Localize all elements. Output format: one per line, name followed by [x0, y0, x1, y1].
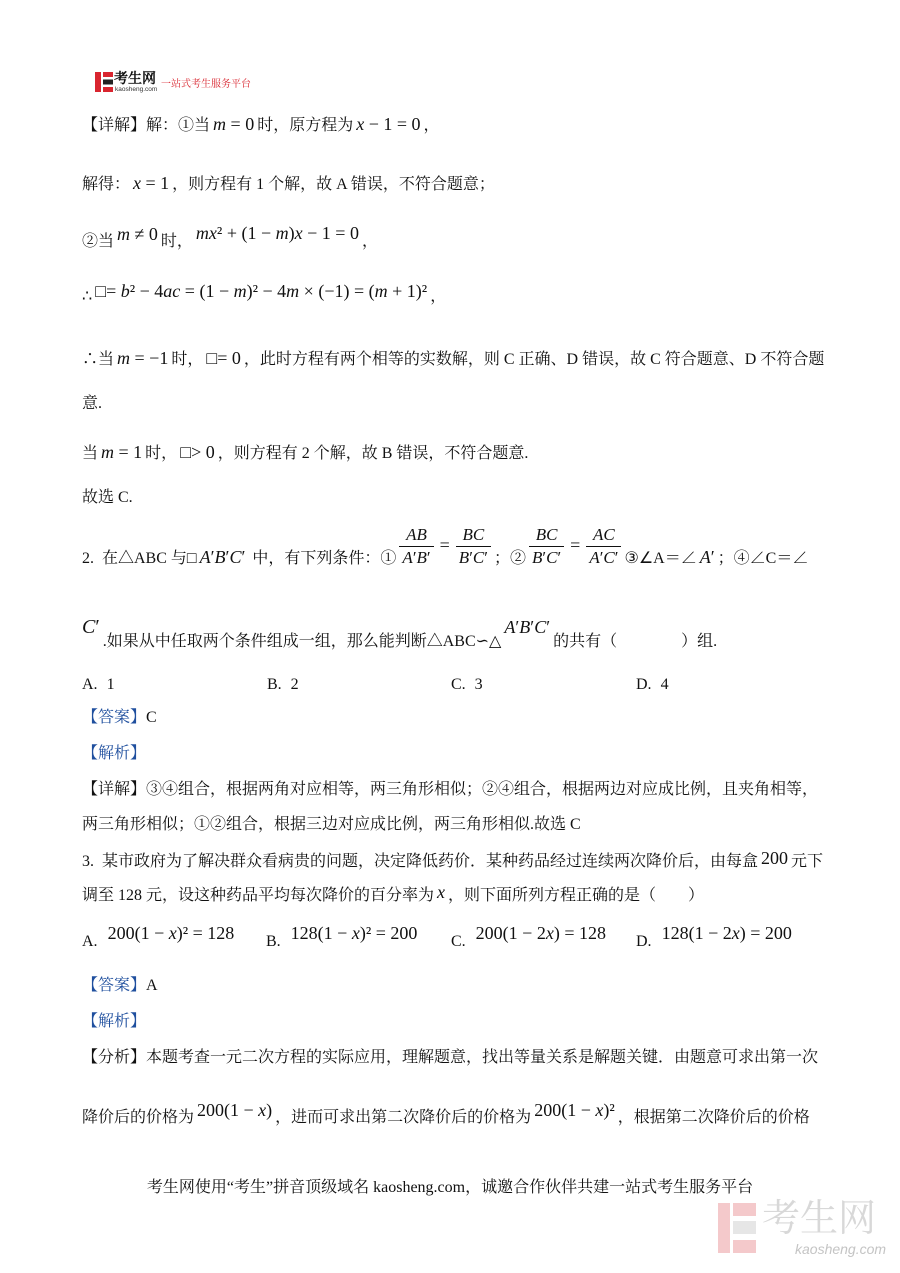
fraction-numerator [586, 524, 621, 547]
question-3-explanation-line-2 [82, 1100, 810, 1130]
question-3-options [82, 923, 822, 952]
math-expression: m ≠ 0 [117, 224, 158, 244]
fraction-denominator: B′C′ [531, 548, 562, 567]
explanation-label: 【分析】 [82, 1049, 147, 1066]
solution-text: 时， [145, 445, 178, 462]
math-expression: A′B′C′ [199, 547, 246, 567]
math-expression: A′ [699, 547, 715, 567]
question-2-answer [82, 706, 157, 730]
math-variable: A [593, 525, 604, 544]
answer-label: 【答案】 [82, 977, 147, 994]
math-expression: □> 0 [180, 442, 215, 462]
analysis-label: 【解析】 [82, 1013, 147, 1030]
math-variable: x [595, 1100, 604, 1120]
logo-domain: kaosheng.com [115, 86, 158, 93]
option-value: 4 [660, 676, 669, 693]
math-variable: m [195, 223, 209, 243]
option-letter: C. [451, 676, 466, 693]
math-variable: B [458, 548, 470, 567]
solution-text: ， [361, 233, 378, 250]
answer-value: C [146, 709, 157, 726]
question-number: 3. [82, 853, 94, 870]
answer-label: 【答案】 [82, 709, 147, 726]
option-letter: D. [636, 676, 652, 693]
question-2-detail-line-2 [82, 813, 581, 837]
math-variable: C [472, 548, 485, 567]
condition-1-right-fraction [456, 524, 491, 569]
option-value: 2 [290, 676, 299, 693]
fraction-numerator [456, 524, 491, 547]
math-variable: B [519, 617, 531, 637]
explanation-text: ，进而可求出第二次降价后的价格为 [275, 1109, 532, 1126]
option-equation: 128(1 − 2x) = 200 [661, 923, 792, 943]
math-variable: C [229, 547, 242, 567]
math-variable: x [545, 923, 554, 943]
solution-text: ，此时方程有两个相等的实数解，则 C 正确、D 错误，故 C 符合题意、D 不符合题 [243, 351, 825, 368]
header-slogan: 一站式考生服务平台 [161, 79, 251, 90]
brand-logo [95, 71, 159, 95]
math-variable: m [117, 224, 131, 244]
solution-text: ，则方程有 1 个解，故 A 错误，不符合题意； [172, 176, 495, 193]
solution-text: ，则方程有 2 个解，故 B 错误，不符合题意. [217, 445, 529, 462]
option-letter: A. [82, 676, 98, 693]
stem-text: 中，有下列条件：① [248, 550, 397, 567]
math-number: 200 [761, 848, 789, 868]
fraction-denominator: B′C′ [458, 548, 488, 567]
solution-line-2 [82, 171, 495, 197]
option-value: 3 [474, 676, 483, 693]
logo-text: 考生网 [114, 70, 156, 86]
option-a [82, 673, 115, 697]
option-equation: 200(1 − x)² = 128 [107, 923, 235, 943]
math-variable: B [535, 525, 547, 544]
question-3-stem-line-2 [82, 882, 704, 908]
watermark-logo [718, 1198, 887, 1257]
math-variable: A [402, 548, 413, 567]
solution-text: ②当 [82, 233, 115, 250]
fraction-numerator [399, 524, 433, 547]
detail-text: 两三角形相似；①②组合，根据三边对应成比例，两三角形相似.故选 C [82, 816, 581, 833]
option-d [636, 923, 795, 954]
math-variable: m [286, 281, 300, 301]
solution-line-1 [82, 112, 440, 138]
solution-line-7 [82, 440, 528, 466]
math-variable: m [374, 281, 388, 301]
math-variable: x [356, 114, 365, 134]
solution-text: 解得： [82, 176, 131, 193]
option-b [266, 923, 420, 954]
discriminant-equation: □= b² − 4ac = (1 − m)² − 4m × (−1) = (m + 1)² [95, 281, 428, 301]
condition-1-left-fraction [399, 524, 433, 569]
kaosheng-logo-icon [95, 72, 113, 92]
stem-text: 调至 128 元，设这种药品平均每次降价的百分率为 [82, 887, 435, 904]
solution-text: 意. [82, 395, 103, 412]
condition-2-left-fraction [529, 524, 564, 569]
stem-text: ；④∠C＝∠ [717, 550, 809, 567]
page-footer: 考生网使用“考生”拼音顶级域名 kaosheng.com，诚邀合作伙伴共建一站式考生服务平台 [146, 1179, 754, 1196]
math-variable: c [172, 281, 181, 301]
math-variable: b [120, 281, 130, 301]
solution-text: 故选 C. [82, 489, 133, 506]
math-expression: A′B′C′ [504, 617, 551, 637]
math-variable: x [294, 223, 303, 243]
watermark-domain: kaosheng.com [795, 1241, 887, 1257]
math-expression: 200(1 − x) [197, 1100, 273, 1120]
math-variable: B [416, 525, 427, 544]
answer-value: A [146, 977, 158, 994]
option-letter: D. [636, 933, 652, 950]
math-variable: A [406, 525, 417, 544]
solution-text: 当 [82, 445, 99, 462]
equals-sign: = [439, 535, 450, 555]
solution-text: ， [430, 288, 447, 305]
question-2-stem-line-2 [82, 616, 718, 654]
math-variable: m [275, 223, 289, 243]
math-expression: 200(1 − x)² [534, 1100, 615, 1120]
math-variable: B [416, 548, 427, 567]
question-2-analysis-heading [82, 742, 146, 766]
solution-text: 时，原方程为 [257, 117, 354, 134]
option-d [636, 673, 669, 697]
option-equation: 128(1 − x)² = 200 [290, 923, 418, 943]
question-2-options [82, 673, 822, 697]
kaosheng-watermark-icon [718, 1203, 756, 1253]
math-variable: x [208, 223, 217, 243]
option-value: 1 [106, 676, 115, 693]
math-variable: a [163, 281, 173, 301]
math-equation: mx² + (1 − m)x − 1 = 0 [195, 223, 359, 243]
solution-line-5 [82, 346, 824, 372]
math-expression: m = 1 [101, 442, 143, 462]
explanation-text: ，根据第二次降价后的价格 [617, 1109, 810, 1126]
question-3-answer [82, 974, 158, 998]
option-b [267, 673, 299, 697]
fraction-denominator: A′B′ [402, 548, 431, 567]
solution-text: ， [423, 117, 440, 134]
question-3-stem-line-1 [82, 848, 823, 874]
math-variable: x [731, 923, 740, 943]
math-variable: A [699, 547, 711, 567]
option-letter: C. [451, 933, 466, 950]
math-variable: A [589, 548, 600, 567]
math-variable: C [546, 548, 558, 567]
math-variable: x [168, 923, 177, 943]
option-equation: 200(1 − 2x) = 128 [475, 923, 606, 943]
math-variable: A [504, 617, 516, 637]
math-variable-x [437, 882, 445, 902]
stem-text: 在△ABC 与□ [102, 550, 197, 567]
stem-text: 某市政府为了解决群众看病贵的问题，决定降低药价．某种药品经过连续两次降价后，由每盒 [102, 853, 759, 870]
condition-2-right-fraction [586, 524, 621, 569]
math-variable: m [213, 114, 227, 134]
math-variable: C [82, 616, 96, 638]
math-variable: m [101, 442, 115, 462]
detail-label: 【详解】 [82, 781, 147, 798]
math-variable: C [603, 548, 615, 567]
math-variable: B [214, 547, 226, 567]
solution-line-8 [82, 486, 133, 510]
math-variable: C [546, 525, 558, 544]
option-c [451, 673, 483, 697]
question-2-stem-line-1 [82, 525, 809, 571]
stem-text: 元下 [791, 853, 824, 870]
stem-text: ；② [493, 550, 526, 567]
stem-text: 的共有（ ）组. [553, 633, 718, 650]
stem-text: ③∠A＝∠ [624, 550, 697, 567]
math-variable: x [258, 1100, 267, 1120]
stem-text: ，则下面所列方程正确的是（ ） [448, 887, 705, 904]
solution-text: ∴当 [82, 351, 115, 368]
question-3-analysis-heading [82, 1010, 146, 1034]
explanation-text: 降价后的价格为 [82, 1109, 195, 1126]
math-expression: x = 1 [133, 173, 170, 193]
explanation-text: 本题考查一元二次方程的实际应用，理解题意，找出等量关系是解题关键．由题意可求出第一次 [146, 1049, 819, 1066]
math-expression: m = 0 [213, 114, 255, 134]
option-letter: A. [82, 933, 98, 950]
detail-label: 【详解】 [82, 117, 147, 134]
math-variable: C [603, 525, 615, 544]
option-letter: B. [266, 933, 281, 950]
math-expression: □= 0 [206, 348, 241, 368]
question-2-detail-line-1 [82, 778, 818, 802]
solution-line-6 [82, 392, 102, 416]
math-variable: m [117, 348, 131, 368]
math-variable: B [531, 548, 543, 567]
therefore-symbol: ∴ [82, 288, 93, 305]
stem-text: .如果从中任取两个条件组成一组，那么能判断△ABC∽△ [102, 633, 502, 650]
solution-text: 时， [160, 233, 193, 250]
math-variable: C [534, 617, 547, 637]
math-variable: C [472, 525, 485, 544]
detail-text: ③④组合，根据两角对应相等，两三角形相似；②④组合，根据两边对应成比例，且夹角相等， [146, 781, 819, 798]
math-variable: x [351, 923, 360, 943]
watermark-text: 考生网 [762, 1198, 877, 1240]
math-expression: C′ [82, 616, 100, 638]
math-variable: x [437, 882, 446, 902]
math-variable: B [462, 525, 473, 544]
option-c [451, 923, 609, 954]
solution-line-4 [82, 283, 446, 309]
solution-text: 解：①当 [146, 117, 211, 134]
math-variable: x [133, 173, 142, 193]
question-number: 2. [82, 550, 94, 567]
option-letter: B. [267, 676, 282, 693]
math-variable: A [199, 547, 211, 567]
math-expression: m = −1 [117, 348, 169, 368]
math-expression: x − 1 = 0 [356, 114, 421, 134]
fraction-numerator [529, 524, 564, 547]
analysis-label: 【解析】 [82, 745, 147, 762]
question-3-explanation-line-1 [82, 1046, 818, 1070]
option-a [82, 923, 237, 954]
fraction-denominator: A′C′ [589, 548, 619, 567]
equals-sign: = [570, 535, 581, 555]
math-variable: m [233, 281, 247, 301]
solution-text: 时， [171, 351, 204, 368]
solution-line-3 [82, 223, 378, 254]
